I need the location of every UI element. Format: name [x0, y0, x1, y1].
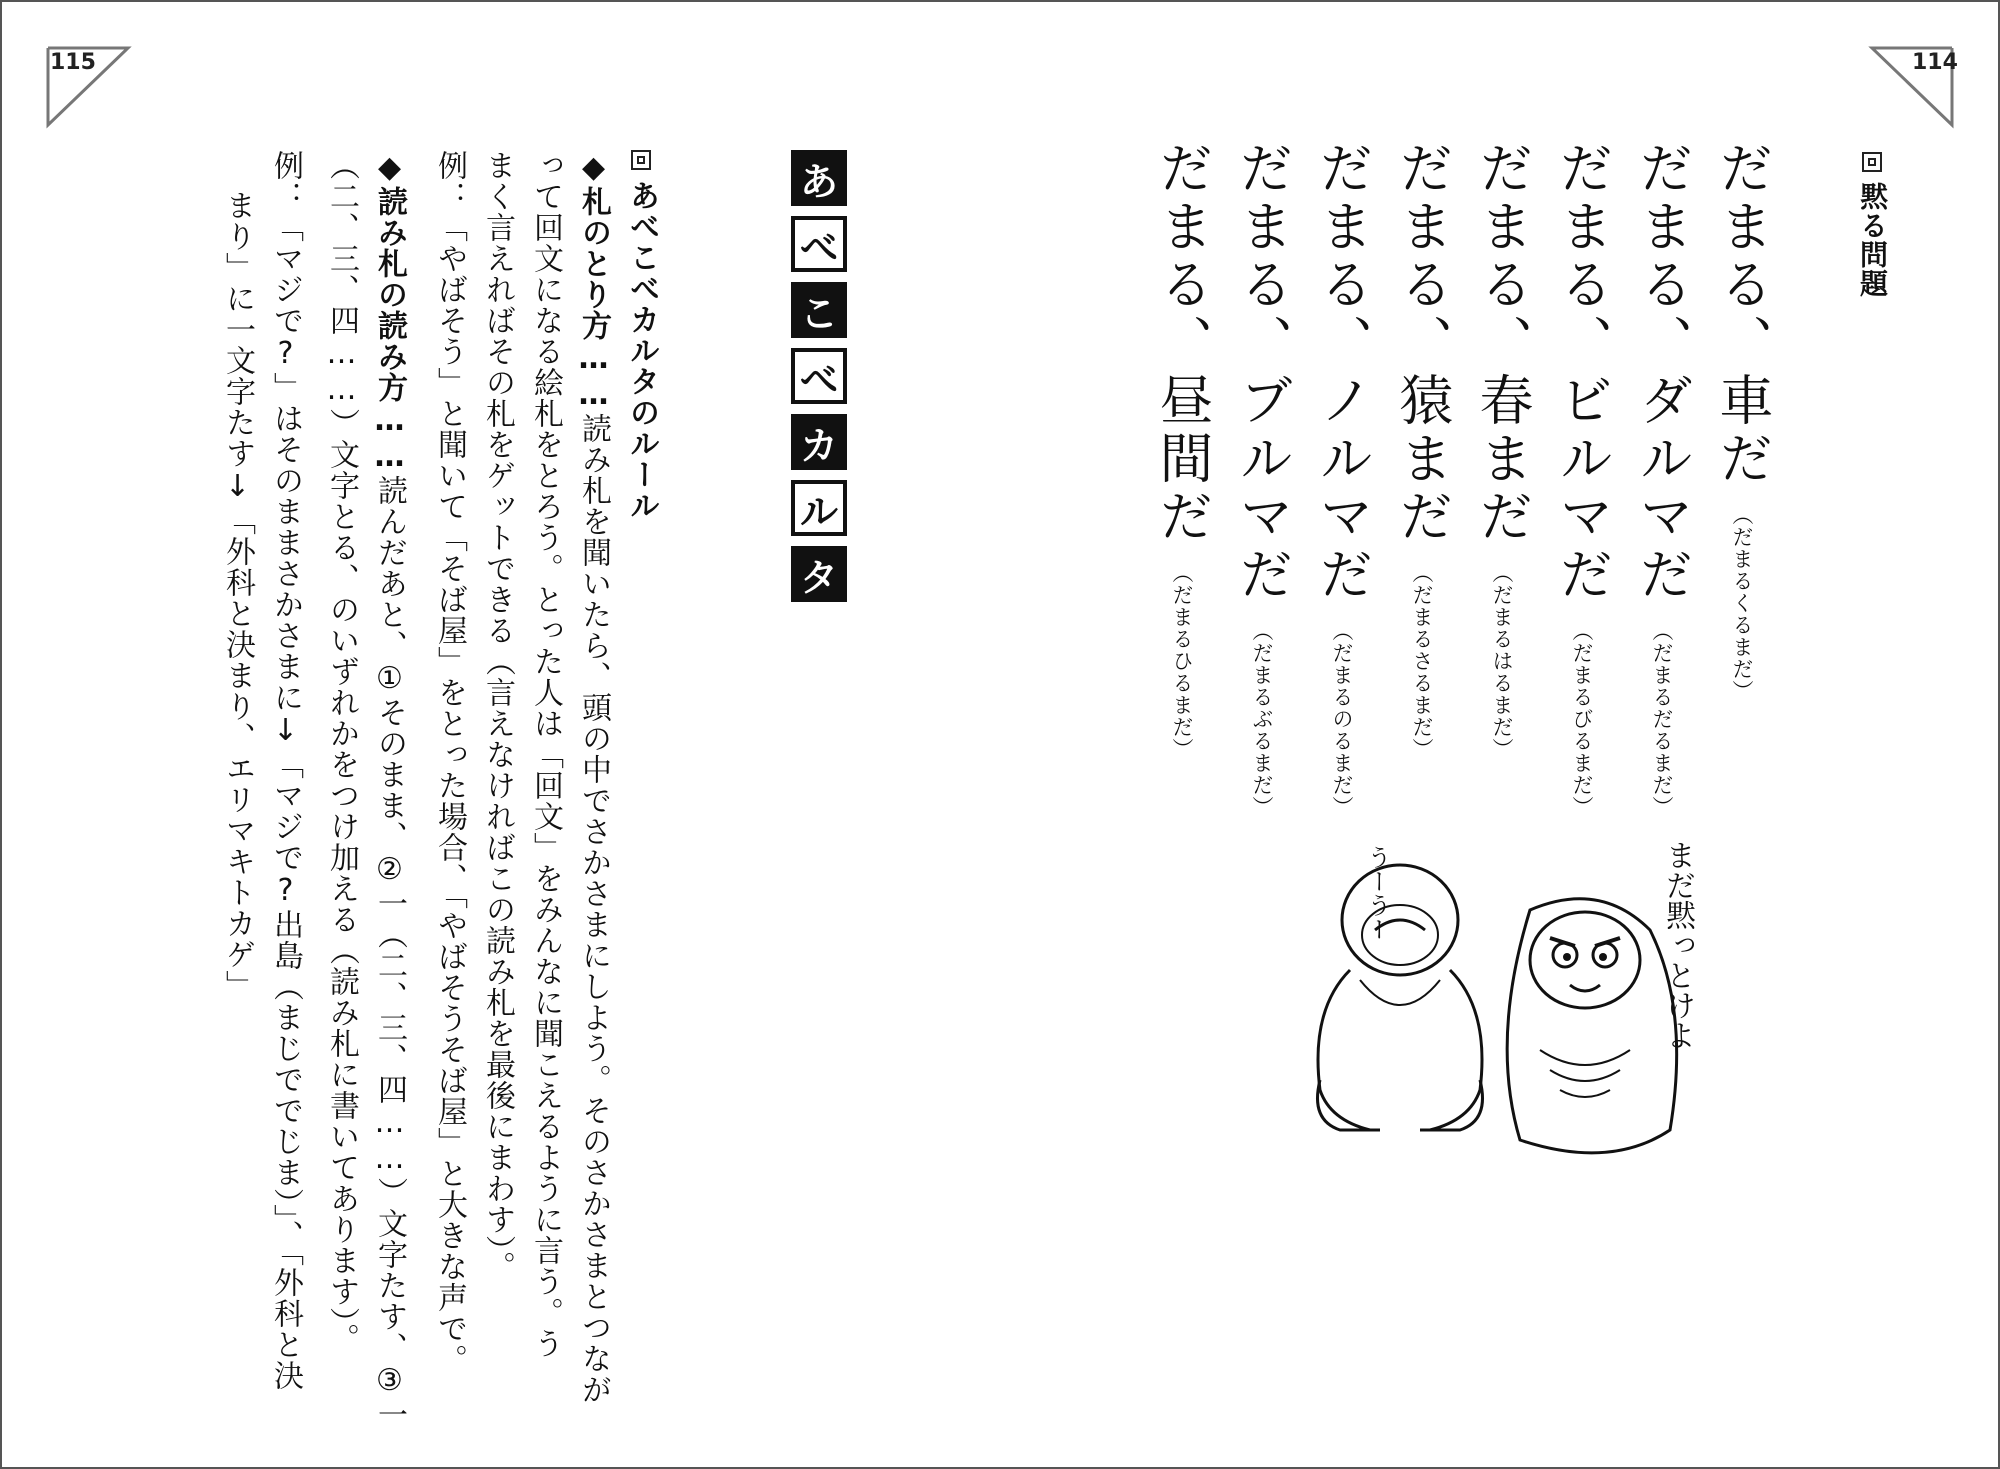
reading-3: （だまるびるまだ）: [1570, 620, 1594, 818]
title-char-1: あ: [791, 150, 847, 206]
page-number-right: 114: [1912, 50, 1958, 75]
title-char-7: タ: [791, 546, 847, 602]
rules-title: あべこべカルタのルール: [626, 150, 656, 521]
rule2-heading: ◆読み札の読み方……: [372, 150, 407, 475]
palindrome-line-2: だまる、ダルマだ（だまるだるまだ）: [1631, 140, 1694, 818]
palindrome-line-8: だまる、昼間だ（だまるひるまだ）: [1151, 140, 1214, 760]
reading-1: （だまるくるまだ）: [1730, 504, 1754, 702]
title-char-3: こ: [791, 282, 847, 338]
title-char-6: ル: [791, 480, 847, 536]
rule1-heading: ◆札のとり方……: [576, 150, 611, 413]
palindrome-line-4: だまる、春まだ（だまるはるまだ）: [1471, 140, 1534, 760]
palindrome-line-6: だまる、ノルマだ（だまるのるまだ）: [1311, 140, 1374, 818]
palindrome-line-1: だまる、車だ（だまるくるまだ）: [1711, 140, 1774, 702]
rule2-line-2: （二、三、四……）文字とる、のいずれかをつけ加える（読み札に書いてあります）。: [324, 150, 359, 1354]
rule2-line-4: まり」に一文字たす↓「外科と決まり、エリマキトカゲ」: [220, 190, 255, 1001]
title-char-5: カ: [791, 414, 847, 470]
illustration-caption-daruma: まだ黙っとけよ: [1660, 840, 1695, 1050]
palindrome-line-5: だまる、猿まだ（だまるさるまだ）: [1391, 140, 1454, 760]
section-marker-icon: [1862, 152, 1882, 172]
illustration-drawing: [1280, 850, 1700, 1180]
page-number-left: 115: [50, 50, 96, 75]
section-title: 黙る問題: [1852, 152, 1892, 298]
reading-8: （だまるひるまだ）: [1170, 562, 1194, 760]
palindrome-line-7: だまる、ブルマだ（だまるぶるまだ）: [1231, 140, 1294, 818]
reading-7: （だまるぶるまだ）: [1250, 620, 1274, 818]
monkey-daruma-illustration: [1280, 840, 1700, 1180]
reading-4: （だまるはるまだ）: [1490, 562, 1514, 760]
illustration-caption-monkey: うーうー: [1363, 845, 1391, 941]
title-char-2: べ: [791, 216, 847, 272]
reading-6: （だまるのるまだ）: [1330, 620, 1354, 818]
rule1-line-3: まく言えればその札をゲットできる（言えなければこの読み札を最後にまわす）。: [480, 150, 515, 1282]
karuta-title: [791, 150, 849, 612]
rule1-line-4: 例：「やばそう」と聞いて「そば屋」をとった場合、「やばそうそば屋」と大きな声で。: [432, 150, 467, 1375]
rule2-line-1: ◆読み札の読み方……読んだあと、①そのまま、②一（二、三、四……）文字たす、③一: [372, 150, 407, 1430]
rule1-line-1: ◆札のとり方……読み札を聞いたら、頭の中でさかさまにしよう。そのさかさまとつなが: [576, 150, 611, 1405]
reading-2: （だまるだるまだ）: [1650, 620, 1674, 818]
rule2-line-3: 例：「マジで?」はそのままさかさまに↓「マジで?出島（まじででじま）」、「外科と決: [268, 150, 303, 1391]
rules-marker-icon: [631, 150, 651, 170]
rule1-line-2: って回文になる絵札をとろう。とった人は「回文」をみんなに聞こえるように言う。う: [528, 150, 563, 1359]
palindrome-line-3: だまる、ビルマだ（だまるびるまだ）: [1551, 140, 1614, 818]
reading-5: （だまるさるまだ）: [1410, 562, 1434, 760]
title-char-4: べ: [791, 348, 847, 404]
